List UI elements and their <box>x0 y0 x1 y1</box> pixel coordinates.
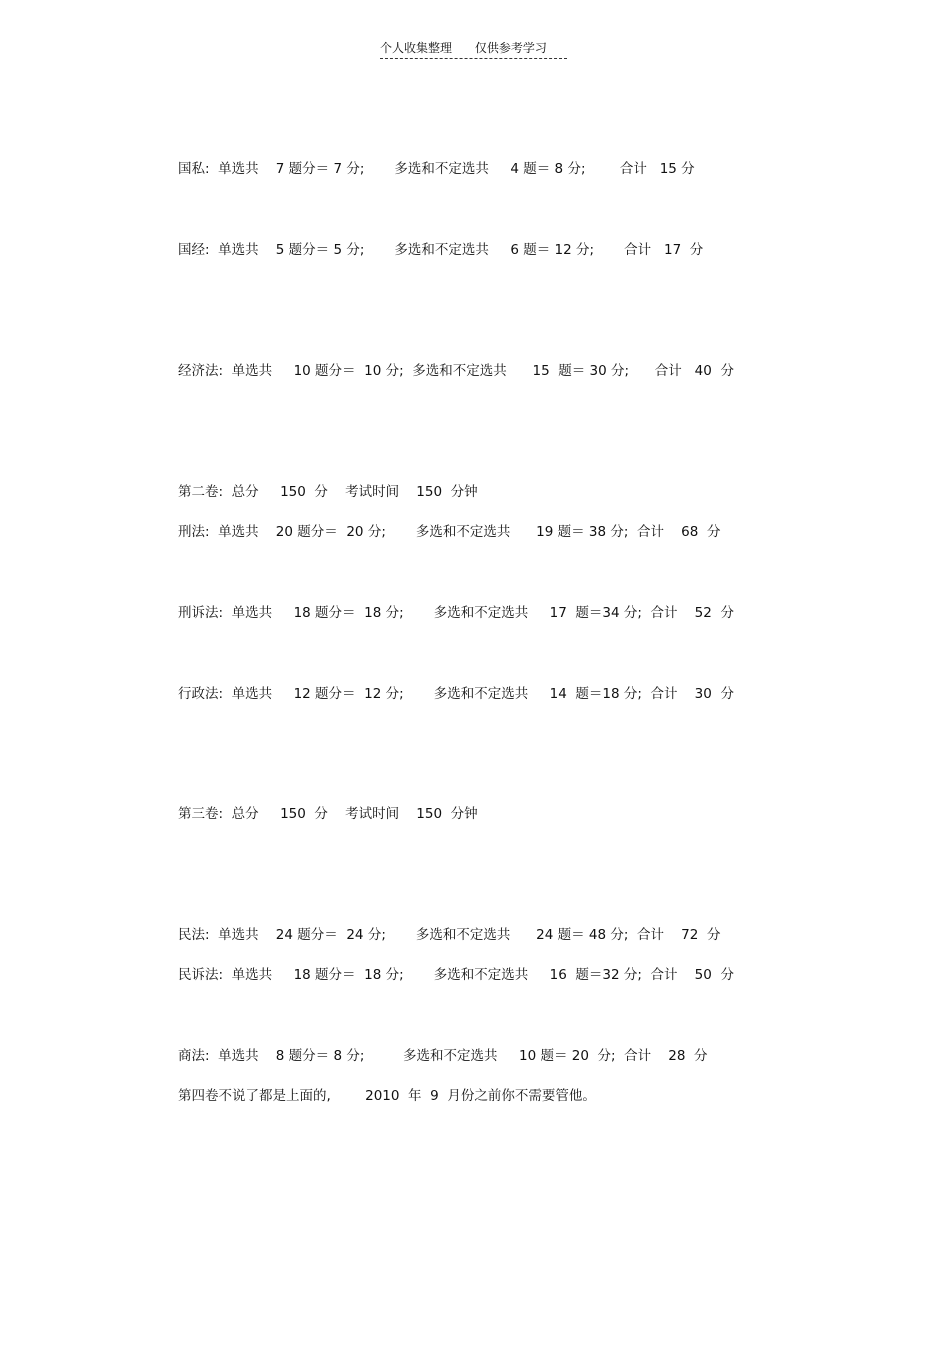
line-paper-three: 第三卷: 总分 150 分 考试时间 150 分钟 <box>178 806 478 822</box>
line-xingsufa: 刑诉法: 单选共 18 题分＝ 18 分; 多选和不定选共 17 题＝34 分; 合计 52 分 <box>178 605 734 621</box>
line-minsufa: 民诉法: 单选共 18 题分＝ 18 分; 多选和不定选共 16 题＝32 分; 合计 50 分 <box>178 967 734 983</box>
line-jingjifa: 经济法: 单选共 10 题分＝ 10 分; 多选和不定选共 15 题＝ 30 分; 合计 40 分 <box>178 363 734 379</box>
line-paper-four-note: 第四卷不说了都是上面的, 2010 年 9 月份之前你不需要管他。 <box>178 1088 596 1104</box>
line-paper-two: 第二卷: 总分 150 分 考试时间 150 分钟 <box>178 484 478 500</box>
line-shangfa: 商法: 单选共 8 题分＝ 8 分; 多选和不定选共 10 题＝ 20 分; 合计 28 分 <box>178 1048 708 1064</box>
line-guosi: 国私: 单选共 7 题分＝ 7 分; 多选和不定选共 4 题＝ 8 分; 合计 15 分 <box>178 161 695 177</box>
line-minfa: 民法: 单选共 24 题分＝ 24 分; 多选和不定选共 24 题＝ 48 分; 合计 72 分 <box>178 927 721 943</box>
line-guojing: 国经: 单选共 5 题分＝ 5 分; 多选和不定选共 6 题＝ 12 分; 合计 17 分 <box>178 242 704 258</box>
line-xingfa: 刑法: 单选共 20 题分＝ 20 分; 多选和不定选共 19 题＝ 38 分; 合计 68 分 <box>178 524 721 540</box>
line-xingzhengfa: 行政法: 单选共 12 题分＝ 12 分; 多选和不定选共 14 题＝18 分; 合计 30 分 <box>178 686 734 702</box>
page-header: 个人收集整理 仅供参考学习 <box>380 40 567 59</box>
